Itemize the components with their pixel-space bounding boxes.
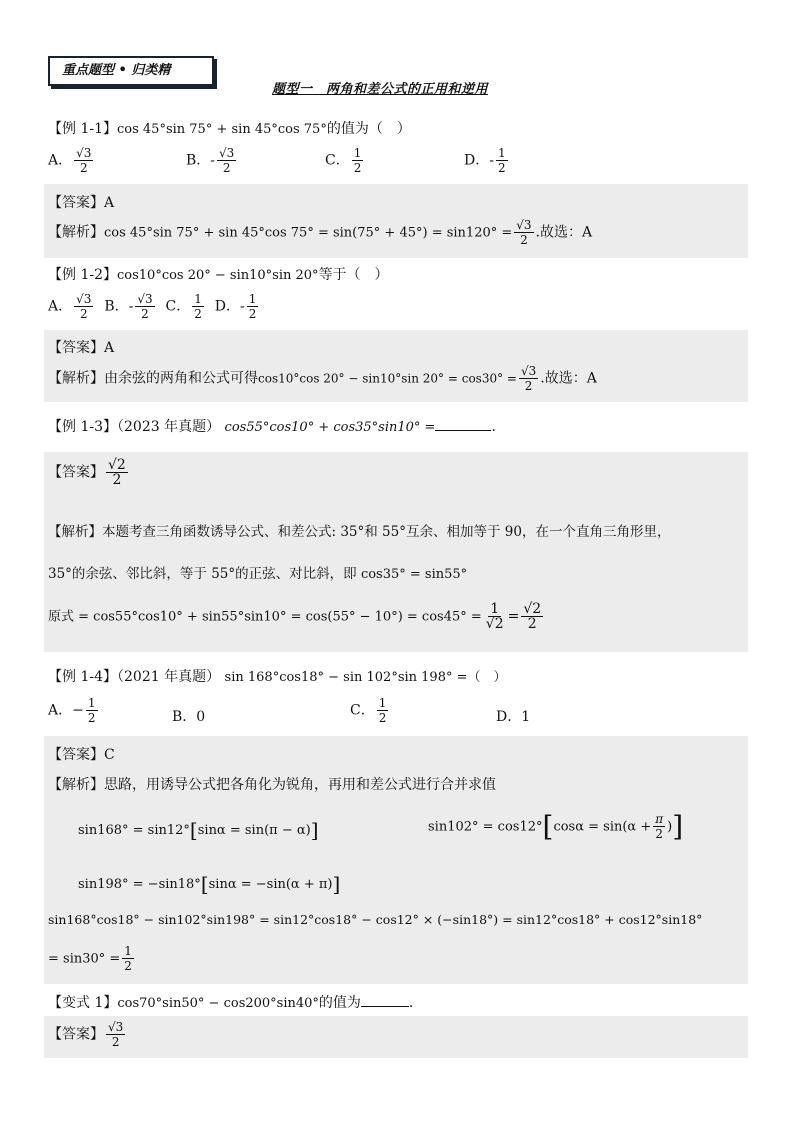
ex4-explanation: 【解析】思路，用诱导公式把各角化为锐角，再用和差公式进行合并求值 (48, 777, 496, 793)
ex4-option-a: A．− $\frac{1}{2}$ (48, 696, 96, 725)
ex4-question: 【例 1-4】（2021 年真题） sin 168°cos18° − sin 102°sin 198° =（ ） (48, 669, 507, 685)
ex4-line-4: sin168°cos18° − sin102°sin198° = sin12°cos18° − cos12° × (−sin18°) = sin12°cos18° + cos12°sin18° (48, 912, 703, 927)
ex3-answer: 【答案】 $\frac{√2}{2}$ (48, 457, 126, 488)
ex4-option-b: B．0 (172, 709, 206, 725)
ex4-answer: 【答案】C (48, 747, 115, 763)
ex4-line-2: sin102° = cos12°[cosα = sin(α + $\frac{\pi}{2}$ )] (428, 810, 684, 843)
ex1-option-a: A． $\frac{√3}{2}$ (48, 146, 92, 175)
ex2-options: A． $\frac{√3}{2}$ B．- $\frac{√3}{2}$ C． $\frac{1}{2}$ D．- $\frac{1}{2}$ (48, 292, 257, 321)
ex1-question: 【例 1-1】cos 45°sin 75° + sin 45°cos 75°的值为（ ） (48, 121, 411, 137)
ex1-answer: 【答案】A (48, 195, 115, 211)
ex1-option-d: D．- $\frac{1}{2}$ (464, 146, 506, 175)
var1-answer: 【答案】 $\frac{√3}{2}$ (48, 1020, 124, 1049)
ex3-question: 【例 1-3】（2023 年真题） cos55°cos10° + cos35°sin10° = . (48, 419, 496, 435)
ex2-question: 【例 1-2】cos10°cos 20° − sin10°sin 20°等于（ ） (48, 267, 389, 283)
answer-block-5 (44, 1016, 748, 1058)
ex1-explanation: 【解析】cos 45°sin 75° + sin 45°cos 75° = sin(75° + 45°) = sin120° = $\frac{√3}{2}$ .故选：A (48, 218, 593, 247)
ex2-explanation: 【解析】由余弦的两角和公式可得cos10°cos 20° − sin10°sin 20° = cos30° = $\frac{√3}{2}$ .故选：A (48, 364, 597, 393)
ex1-option-b: B．- $\frac{√3}{2}$ (186, 146, 235, 175)
ex4-line-1: sin168° = sin12°[sinα = sin(π − α)] (78, 818, 319, 842)
section-title: 题型一 两角和差公式的正用和逆用 (272, 82, 489, 97)
ex3-explanation-3: 原式 = cos55°cos10° + sin55°sin10° = cos(55° − 10°) = cos45° = $\frac{1}{√2}$ = $\frac{√2}{2}$ (48, 601, 542, 632)
ex4-line-5: = sin30° = $\frac{1}{2}$ (48, 944, 132, 973)
ex2-answer: 【答案】A (48, 340, 115, 356)
ex3-explanation-2: 35°的余弦、邻比斜，等于 55°的正弦、对比斜，即 cos35° = sin55° (48, 566, 468, 582)
var1-question: 【变式 1】cos70°sin50° − cos200°sin40°的值为 . (48, 995, 414, 1011)
ex3-explanation-1: 【解析】本题考查三角函数诱导公式、和差公式: 35°和 55°互余、相加等于 90，在一个直角三角形里， (48, 524, 671, 540)
section-badge: 重点题型 • 归类精 (48, 56, 214, 86)
ex4-option-d: D．1 (496, 709, 531, 725)
ex4-line-3: sin198° = −sin18°[sinα = −sin(α + π)] (78, 872, 341, 896)
ex1-option-c: C． $\frac{1}{2}$ (325, 146, 362, 175)
ex4-option-c: C． $\frac{1}{2}$ (350, 696, 387, 725)
